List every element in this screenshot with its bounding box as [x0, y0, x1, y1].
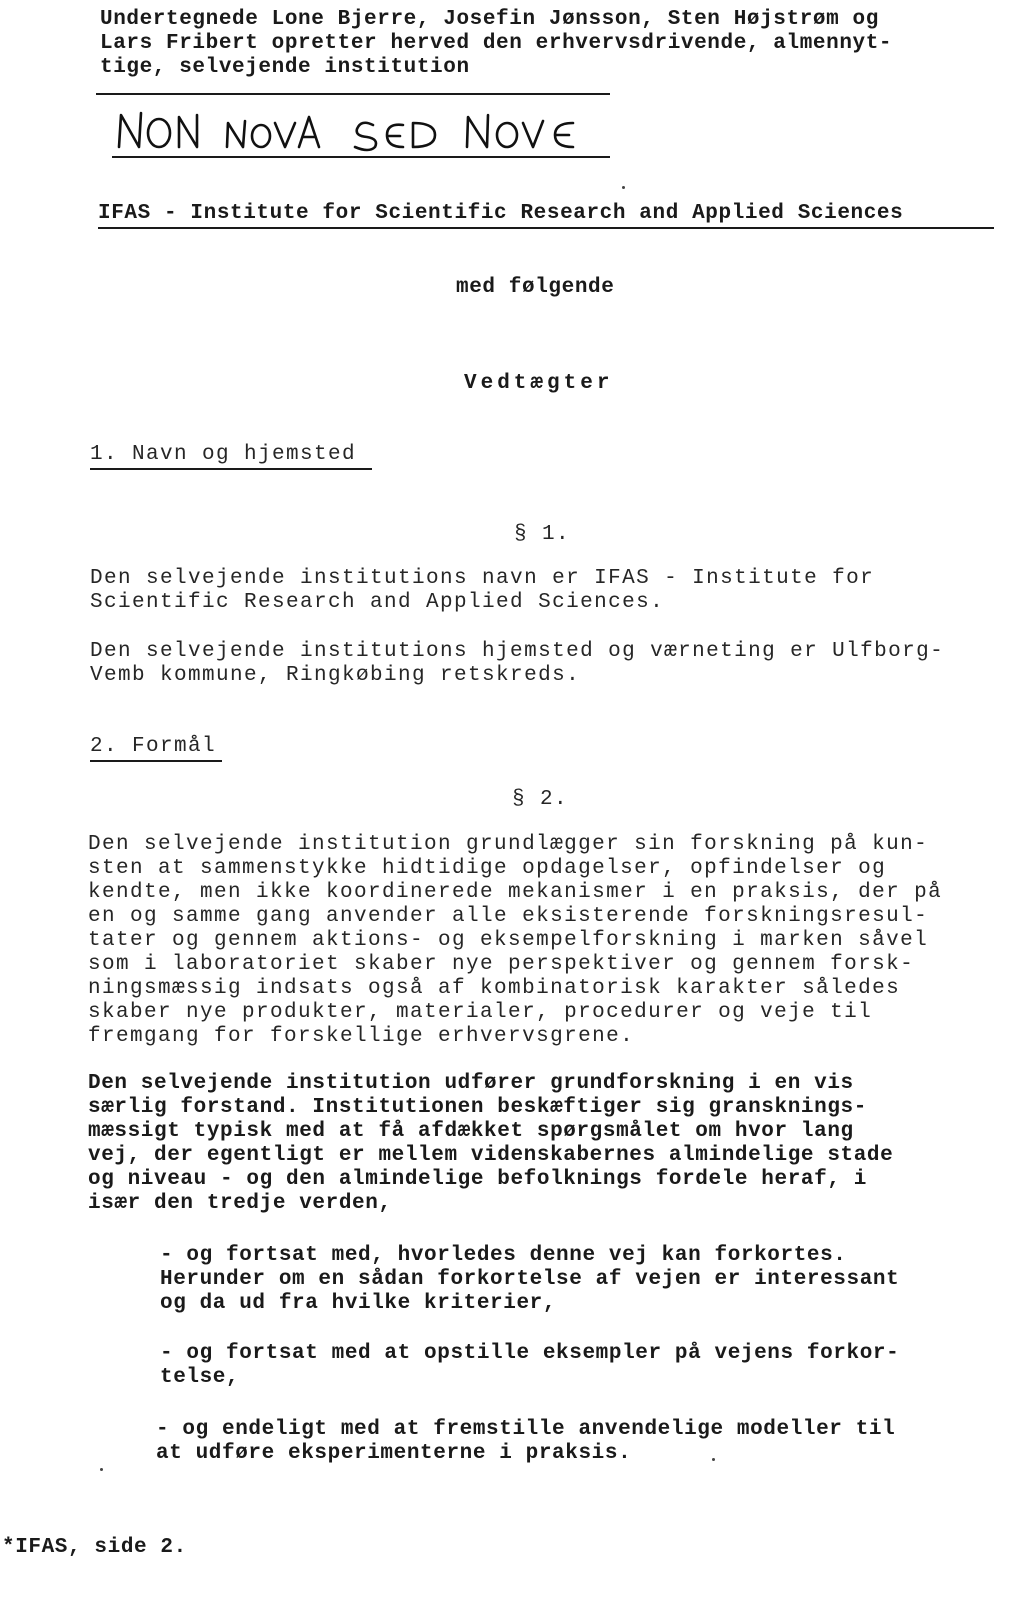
section-2-p1-line: Den selvejende institution grundlægger sin forskning på kun- [88, 833, 929, 856]
scan-speck [100, 1468, 103, 1471]
institution-title: IFAS - Institute for Scientific Research and Applied Sciences [98, 202, 904, 225]
rule-bottom [112, 156, 610, 158]
intro-line: tige, selvejende institution [100, 56, 470, 79]
handwritten-name-lettering [115, 103, 605, 155]
scan-speck [622, 186, 625, 189]
section-2-p2-line: især den tredje verden, [88, 1192, 392, 1215]
paragraph-mark-1: § 1. [514, 523, 571, 546]
section-1-p1-line: Den selvejende institutions navn er IFAS - Institute for [90, 567, 875, 590]
with-following-text: med følgende [456, 276, 615, 299]
section-2-p1-line: tater og gennem aktions- og eksempelforskning i marken såvel [88, 929, 929, 952]
bullet-1-line: og da ud fra hvilke kriterier, [160, 1292, 557, 1315]
page-footer: *IFAS, side 2. [2, 1536, 187, 1559]
section-2-p2-line: og niveau - og den almindelige befolknings fordele heraf, i [88, 1168, 867, 1191]
intro-line: Lars Fribert opretter herved den erhvervsdrivende, almennyt- [100, 32, 893, 55]
section-1-heading: 1. Navn og hjemsted [90, 443, 357, 466]
section-2-p1-line: sten at sammenstykke hidtidige opdagelser, opfindelser og [88, 857, 887, 880]
bullet-1-line: - og fortsat med, hvorledes denne vej kan forkortes. [160, 1244, 847, 1267]
bullet-3-line: at udføre eksperimenterne i praksis. [156, 1442, 632, 1465]
section-1-heading-underline [90, 468, 372, 470]
section-2-p1-line: som i laboratoriet skaber nye perspektiver og gennem forsk- [88, 953, 915, 976]
section-2-p2-line: Den selvejende institution udfører grundforskning i en vis [88, 1072, 854, 1095]
scan-speck [712, 1458, 715, 1461]
section-2-heading: 2. Formål [90, 735, 217, 758]
bullet-2-line: telse, [160, 1366, 240, 1389]
paragraph-mark-2: § 2. [512, 788, 569, 811]
section-2-p1-line: ningsmæssig indsats også af kombinatorisk karakter således [88, 977, 901, 1000]
section-2-p2-line: vej, der egentligt er mellem videnskabernes almindelige stade [88, 1144, 894, 1167]
statutes-heading: Vedtægter [464, 372, 614, 395]
section-2-heading-underline [90, 760, 222, 762]
bullet-1-line: Herunder om en sådan forkortelse af vejen er interessant [160, 1268, 900, 1291]
section-1-p1-line: Scientific Research and Applied Sciences. [90, 591, 665, 614]
section-2-p1-line: skaber nye produkter, materialer, procedurer og veje til [88, 1001, 873, 1024]
section-2-p2-line: mæssigt typisk med at få afdækket spørgsmålet om hvor lang [88, 1120, 854, 1143]
section-2-p1-line: en og samme gang anvender alle eksisterende forskningsresul- [88, 905, 929, 928]
section-2-p1-line: kendte, men ikke koordinerede mekanismer i en praksis, der på [88, 881, 943, 904]
institution-title-underline [98, 227, 994, 229]
section-1-p2-line: Vemb kommune, Ringkøbing retskreds. [90, 664, 581, 687]
section-2-p1-line: fremgang for forskellige erhvervsgrene. [88, 1025, 635, 1048]
bullet-2-line: - og fortsat med at opstille eksempler på vejens forkor- [160, 1342, 900, 1365]
bullet-3-line: - og endeligt med at fremstille anvendelige modeller til [156, 1418, 896, 1441]
section-2-p2-line: særlig forstand. Institutionen beskæftiger sig gransknings- [88, 1096, 867, 1119]
rule-top [96, 93, 610, 95]
section-1-p2-line: Den selvejende institutions hjemsted og værneting er Ulfborg- [90, 640, 945, 663]
intro-line: Undertegnede Lone Bjerre, Josefin Jønsson, Sten Højstrøm og [100, 8, 879, 31]
